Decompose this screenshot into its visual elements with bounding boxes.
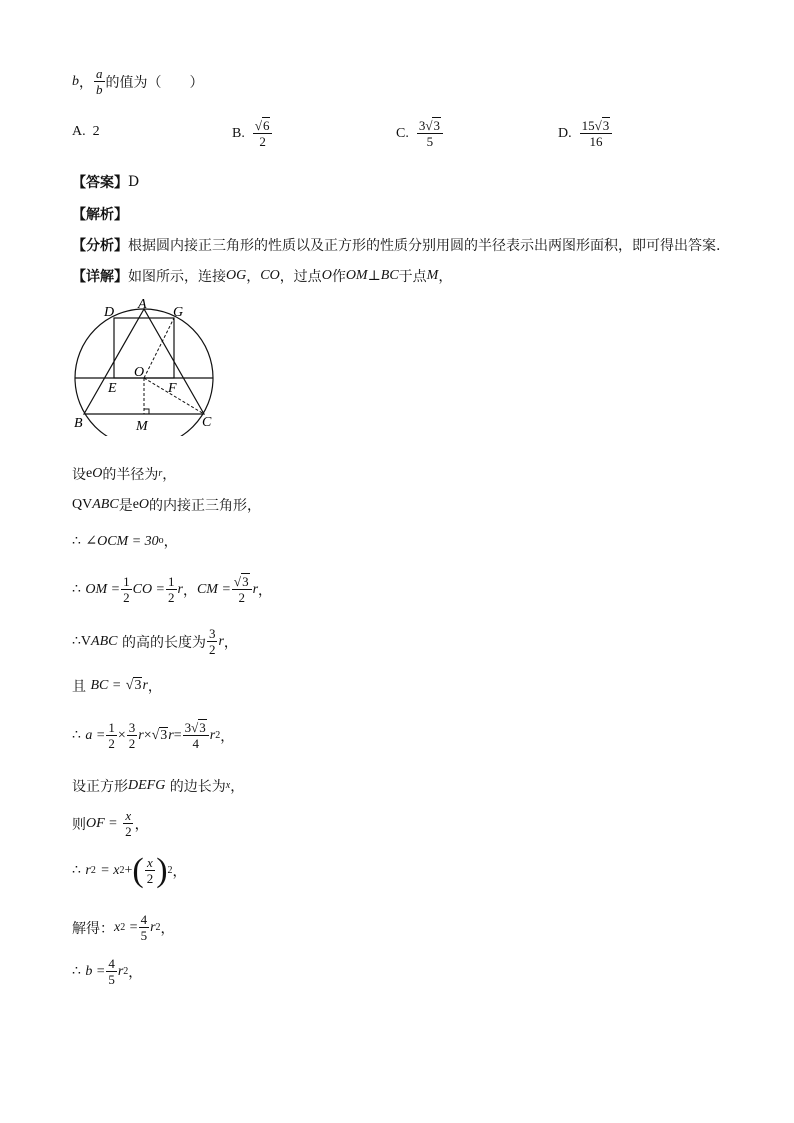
step-7: ∴ a = $\frac{1}{2}$ × $\frac{3}{2}$ r × √3 r = $\frac{3√3}{4}$ r 2 ， xyxy=(72,720,235,751)
label-d: D xyxy=(104,305,115,320)
answer-line: 【答案】 D xyxy=(72,174,140,191)
option-b[interactable]: B. $\frac{√6}{2}$ xyxy=(232,118,273,149)
label-e: E xyxy=(108,381,117,396)
fraction-a-over-b: $\frac{a}{b}$ xyxy=(96,66,103,97)
xiangjie-line: 【详解】 如图所示，连接 OG ， CO ，过点 O 作 OM ⊥ BC 于点 M ， xyxy=(72,268,453,285)
label-m: M xyxy=(136,419,148,434)
label-g: G xyxy=(173,305,184,320)
label-b: B xyxy=(74,416,83,431)
var-b: b xyxy=(72,73,79,89)
geometry-figure xyxy=(72,296,222,436)
label-f: F xyxy=(168,381,177,396)
step-4: ∴ OM = $\frac{1}{2}$ CO = $\frac{1}{2}$ r ， CM = $\frac{√3}{2}$ r ， xyxy=(72,574,273,605)
step-8: 设正方形 DEFG 的边长为 x ， xyxy=(72,778,245,795)
step-10: ∴ r 2 = x 2 + ( $\frac{x}{2}$ ) 2 ， xyxy=(72,851,187,889)
label-a: A xyxy=(138,297,147,312)
step-6: 且 BC = √3 r ， xyxy=(72,678,162,695)
option-c[interactable]: C. $\frac{3√3}{5}$ xyxy=(396,118,444,149)
step-1: 设 e O 的半径为 r ， xyxy=(72,466,177,483)
step-5: ∴ V ABC 的高的长度为 $\frac{3}{2}$ r ， xyxy=(72,626,238,657)
right-angle-mark xyxy=(144,409,149,414)
step-2: Q V ABC 是 e O 的内接正三角形， xyxy=(72,497,262,514)
label-o: O xyxy=(134,365,145,380)
fenxi-line: 【分析】 根据圆内接正三角形的性质以及正方形的性质分别用圆的半径表示出两图形面积，即可得出答案. xyxy=(72,238,721,254)
step-12: ∴ b = $\frac{4}{5}$ r 2 ， xyxy=(72,956,143,987)
step-11: 解得： x 2 = $\frac{4}{5}$ r 2 ， xyxy=(72,912,175,943)
dashed-og xyxy=(144,318,174,378)
option-a[interactable]: A. 2 xyxy=(72,124,100,139)
label-c: C xyxy=(202,415,212,430)
step-9: 则 OF = $\frac{x}{2}$ ， xyxy=(72,808,149,839)
question-tail: b ， $\frac{a}{b}$ 的值为（ ） xyxy=(72,66,204,97)
analysis-heading: 【解析】 xyxy=(72,207,128,223)
option-d[interactable]: D. $\frac{15√3}{16}$ xyxy=(558,118,613,149)
step-3: ∴ ∠OCM = 30 o ， xyxy=(72,533,178,550)
